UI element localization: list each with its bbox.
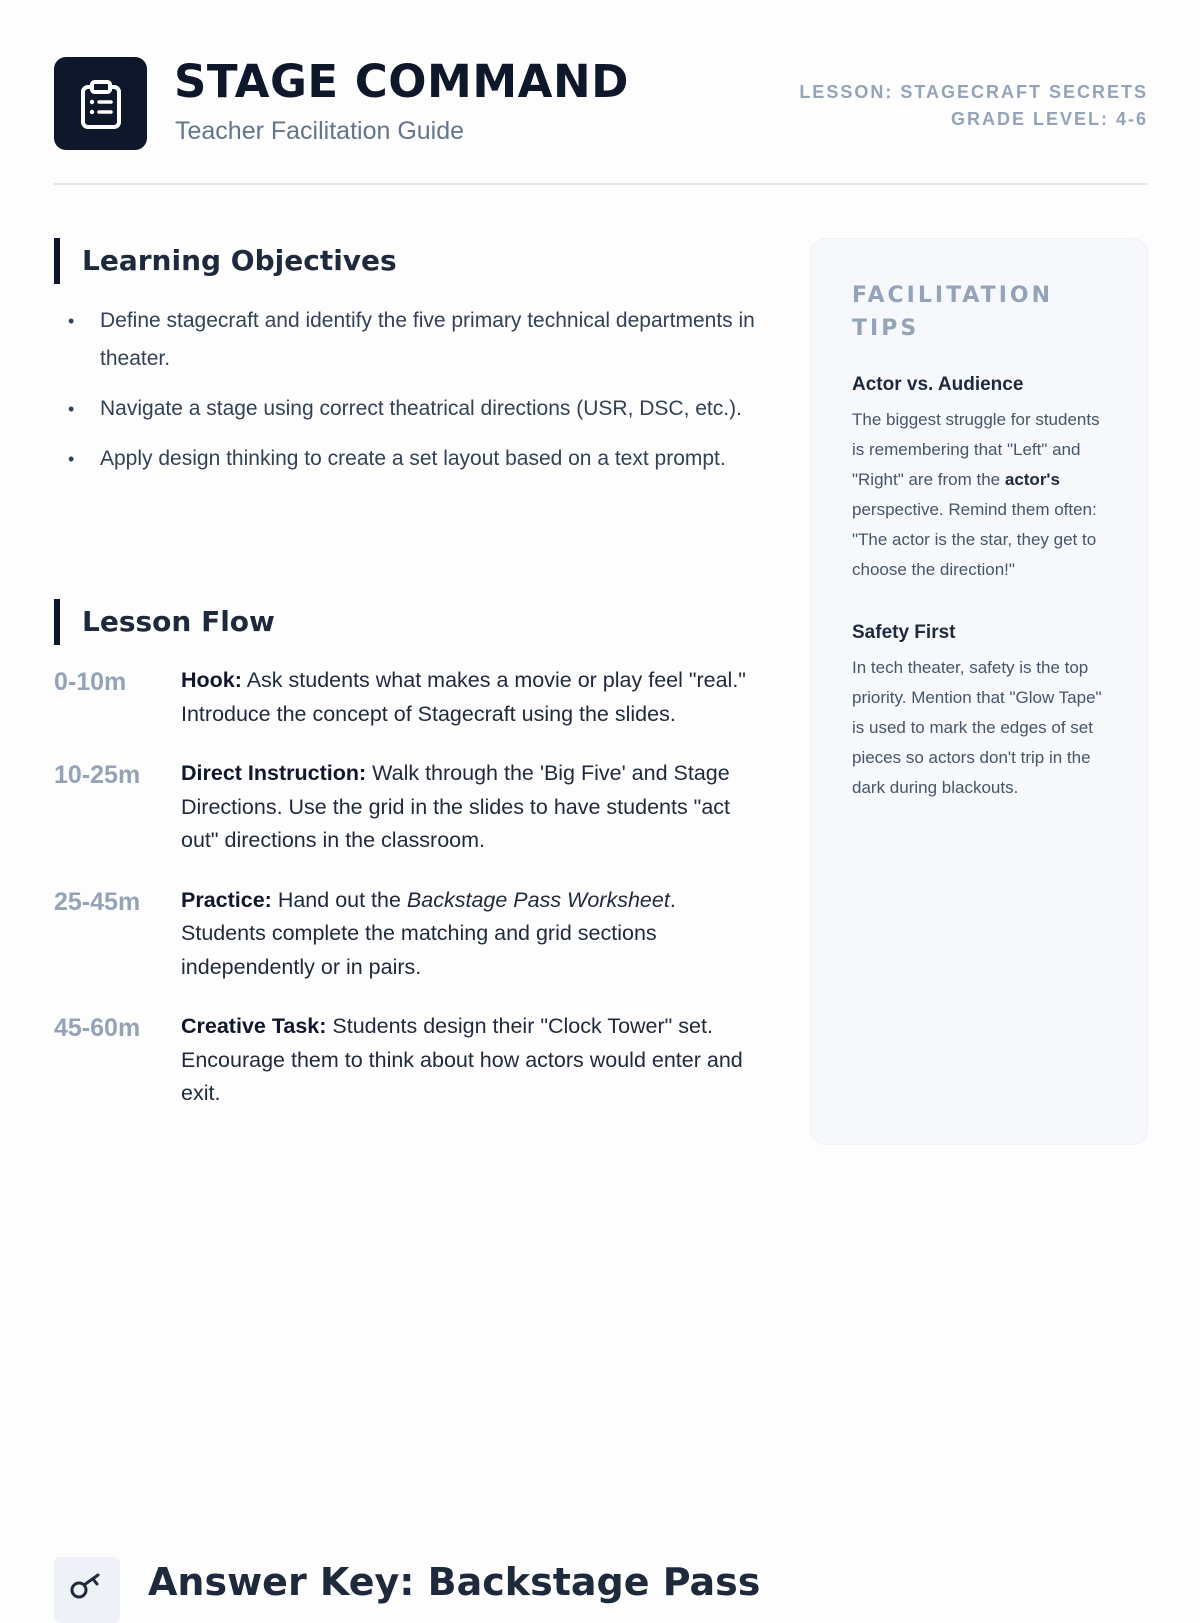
flow-step (54, 1010, 764, 1111)
lesson-flow-heading: Lesson Flow (54, 599, 275, 645)
objectives-list (64, 302, 764, 490)
tip-title: Actor vs. Audience (852, 374, 1024, 395)
lesson-flow (54, 664, 764, 1137)
page-title: STAGE COMMAND (174, 55, 629, 108)
clipboard-icon (54, 57, 147, 150)
step-time: 45-60m (54, 1014, 141, 1042)
flow-step (54, 664, 764, 731)
step-time: 0-10m (54, 668, 127, 696)
list-item: • Navigate a stage using correct theatrical directions (USR, DSC, etc.). (68, 397, 742, 420)
tip-body: In tech theater, safety is the top priority. Mention that "Glow Tape" is used to mark the edges of set pieces so actors don't trip in the dark during blackouts. (852, 658, 1102, 797)
objectives-heading: Learning Objectives (54, 238, 397, 284)
lesson-name: LESSON: STAGECRAFT SECRETS (799, 82, 1148, 102)
step-text: Hook: Ask students what makes a movie or play feel "real." Introduce the concept of Stagecraft using the slides. (181, 668, 746, 726)
step-text: Practice: Hand out the Backstage Pass Worksheet. Students complete the matching and grid sections independently or in pairs. (181, 887, 676, 979)
flow-step (54, 757, 764, 858)
page-subtitle: Teacher Facilitation Guide (175, 117, 465, 145)
key-icon (54, 1557, 120, 1623)
step-text: Direct Instruction: Walk through the 'Big Five' and Stage Directions. Use the grid in the slides to have students "act out" directions in the classroom. (181, 761, 730, 852)
page-header (54, 57, 1148, 185)
flow-step (54, 884, 764, 985)
answer-key-title: Answer Key: Backstage Pass (148, 1560, 761, 1604)
tips-heading: FACILITATION TIPS (852, 283, 1053, 341)
list-item: • Apply design thinking to create a set layout based on a text prompt. (68, 447, 726, 470)
list-item: • Define stagecraft and identify the five primary technical departments in theater. (68, 309, 755, 370)
facilitation-tips-panel (810, 238, 1148, 1145)
step-text: Creative Task: Students design their "Clock Tower" set. Encourage them to think about how actors would enter and exit. (181, 1014, 743, 1105)
tip-title: Safety First (852, 622, 956, 643)
step-time: 25-45m (54, 887, 141, 916)
lesson-meta (799, 79, 1148, 133)
guide-page (54, 0, 1148, 1604)
worksheet-title: Backstage Pass Worksheet (406, 887, 670, 912)
grade-level: GRADE LEVEL: 4-6 (950, 109, 1148, 129)
step-time: 10-25m (54, 761, 141, 789)
tip-body: The biggest struggle for students is remembering that "Left" and "Right" are from the actor's perspective. Remind them often: "The actor is the star, they get to choose the direction!" (852, 410, 1100, 579)
